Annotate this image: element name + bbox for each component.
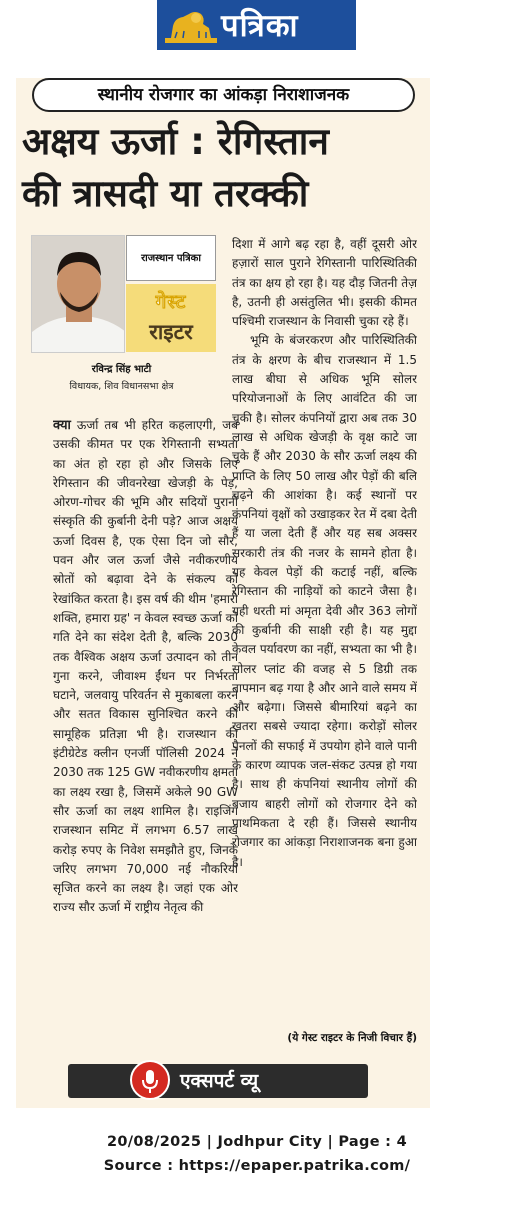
headline-line-1: अक्षय ऊर्जा : रेगिस्तान bbox=[22, 120, 329, 163]
guest-writer-box bbox=[126, 284, 216, 352]
disclaimer: (ये गेस्ट राइटर के निजी विचार हैं) bbox=[287, 1032, 417, 1044]
paper-label: राजस्थान पत्रिका bbox=[126, 235, 216, 281]
author-name: रविन्द्र सिंह भाटी bbox=[91, 364, 152, 375]
patrika-masthead bbox=[157, 0, 356, 50]
expert-view-icon bbox=[130, 1060, 170, 1100]
expert-view-label: एक्सपर्ट व्यू bbox=[180, 1070, 259, 1092]
microphone-icon bbox=[132, 1062, 168, 1098]
body-column-right bbox=[232, 235, 417, 1027]
body-column-left bbox=[53, 416, 238, 1046]
guest-label: गेस्ट bbox=[155, 291, 187, 313]
author-photo bbox=[31, 235, 125, 353]
headline-line-2: की त्रासदी या तरक्की bbox=[22, 172, 309, 215]
footer-date-edition: 20/08/2025 | Jodhpur City | Page : 4 bbox=[106, 1134, 408, 1150]
lead-word: क्या bbox=[53, 418, 71, 433]
right-paragraph-2: भूमि के बंजरकरण और पारिस्थितिकी तंत्र के क्षरण के बीच राजस्थान में 1.5 लाख बीघा से अधिक भूमि सोलर परियोजनाओं के लिए आवंटित की जा चुकी है। सोलर कंपनियों द्वारा अब तक 30 लाख से अधिक खेजड़ी के वृक्ष काटे जा चुके हैं और 2030 के सौर ऊर्जा लक्ष्य की प्राप्ति के लिए 50 लाख और पेड़ों की बलि चढ़ने की आशंका है। कई स्थानों पर कंपनियां वृक्षों को उखाड़कर रेत में दबा देती हैं या जला देती हैं और यह सब अक्सर सरकारी तंत्र की नजर के सामने होता है। यह केवल पेड़ों की कटाई नहीं, बल्कि रेगिस्तान की नाड़ियों को काटने जैसा है। यही धरती मां अमृता देवी और 363 लोगों की कुर्बानी की साक्षी रही है। यह मुद्दा केवल पर्यावरण का नहीं, सभ्यता का भी है।सोलर प्लांट की वजह से 5 डिग्री तक तापमान बढ़ गया है और आने वाले समय में और बढ़ेगा। जिससे बीमारियां बढ़ने का खतरा सबसे ज्यादा रहेगा। करोड़ों सोलर पैनलों की सफाई में उपयोग होने वाले पानी के कारण व्यापक जल-संकट उत्पन्न हो गया है। साथ ही कंपनियां स्थानीय लोगों की बजाय बाहरी लोगों को रोजगार देने को प्राथमिकता दे रही हैं। जिससे स्थानीय रोजगार का आंकड़ा निराशाजनक बना हुआ है। bbox=[232, 333, 417, 869]
writer-label: राइटर bbox=[149, 320, 193, 344]
headline bbox=[22, 116, 430, 220]
left-column-text: ऊर्जा तब भी हरित कहलाएगी, जब उसकी कीमत पर एक रेगिस्तानी सभ्यता का अंत हो रहा हो और जिसके लिए रेगिस्तान की जीवनरेखा खेजड़ी के पेड़, ओरण-गोचर की भूमि और सदियों पुरानी संस्कृति की कुर्बानी देनी पड़े? आज अक्षय ऊर्जा दिवस है, एक ऐसा दिन जो सौर, पवन और जल ऊर्जा जैसे नवीकरणीय स्रोतों को बढ़ावा देने के संकल्प को रेखांकित करता है। इस वर्ष की थीम 'हमारी शक्ति, हमारा ग्रह' न केवल स्वच्छ ऊर्जा को गति देने का संदेश देती है, बल्कि 2030 तक वैश्विक अक्षय ऊर्जा उत्पादन को तीन गुना करने, जीवाश्म ईंधन पर निर्भरता घटाने, जलवायु परिवर्तन से मुकाबला करने और सतत विकास सुनिश्चित करने की सामूहिक प्रतिज्ञा भी है। राजस्थान की इंटीग्रेटेड क्लीन एनर्जी पॉलिसी 2024 ने 2030 तक 125 GW नवीकरणीय क्षमता का लक्ष्य रखा है, जिसमें अकेले 90 GW सौर ऊर्जा का लक्ष्य शामिल है। राइजिंग राजस्थान समिट में लगभग 6.57 लाख करोड़ रुपए के निवेश समझौते हुए, जिनके जरिए लगभग 70,000 नई नौकरियां सृजित करने का लक्ष्य है। जहां एक ओर राज्य सौर ऊर्जा में राष्ट्रीय नेतृत्व की bbox=[53, 418, 238, 915]
author-portrait-icon bbox=[32, 236, 125, 353]
footer-source: Source : https://epaper.patrika.com/ bbox=[103, 1158, 411, 1174]
brand-name: पत्रिका bbox=[221, 8, 299, 44]
lion-logo-icon bbox=[165, 6, 217, 44]
author-designation: विधायक, शिव विधानसभा क्षेत्र bbox=[69, 381, 174, 392]
right-paragraph-1: दिशा में आगे बढ़ रहा है, वहीं दूसरी ओर हज़ारों साल पुराने रेगिस्तानी पारिस्थितिकी तंत्र का क्षय हो रहा है। यह दौड़ जितनी तेज़ है, उतनी ही असंतुलित भी। इसकी कीमत पश्चिमी राजस्थान के निवासी चुका रहे हैं। bbox=[232, 237, 417, 329]
kicker-banner: स्थानीय रोजगार का आंकड़ा निराशाजनक bbox=[32, 78, 415, 112]
